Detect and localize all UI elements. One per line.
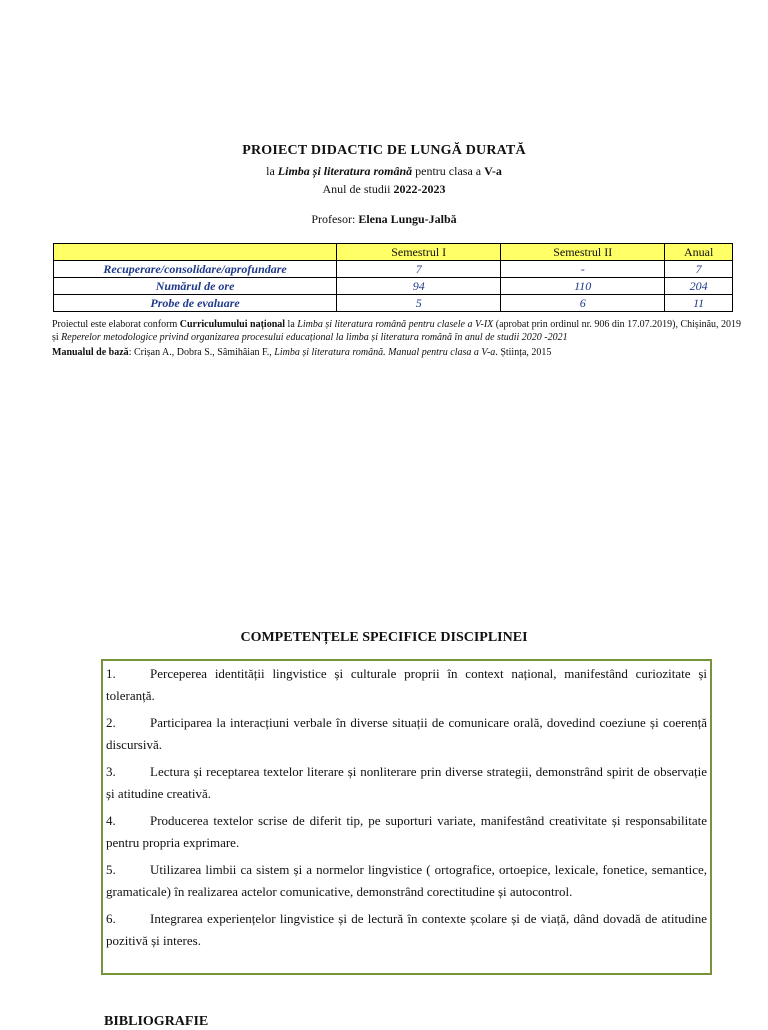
grade: V-a <box>484 164 502 178</box>
textbook-note <box>52 346 742 359</box>
subject-suffix: pentru clasa a <box>412 164 485 178</box>
competence-item <box>106 859 707 903</box>
table-header-row <box>54 244 733 261</box>
note-text: Proiectul este elaborat conform <box>52 319 180 330</box>
competence-text: Utilizarea limbii ca sistem și a normelor lingvistice ( ortografice, ortoepice, lexicale, fonetice, semantice, gramaticale) în realizarea actelor comunicative, demonstrând corectitudine și autocontrol. <box>106 862 707 899</box>
row-label: Recuperare/consolidare/aprofundare <box>54 261 337 278</box>
note-italic: Limba și literatura română. Manual pentru clasa a V-a <box>274 347 496 358</box>
note-text: : Crișan A., Dobra S., Sâmihăian F., <box>128 347 275 358</box>
note-text: la <box>285 319 298 330</box>
competences-heading: COMPETENȚELE SPECIFICE DISCIPLINEI <box>240 630 528 645</box>
table-cell: 5 <box>337 295 501 312</box>
note-text: . Știința, 2015 <box>495 347 552 358</box>
competence-text: Integrarea experiențelor lingvistice și de lectură în contexte școlare și de viață, dând dovadă de atitudine pozitivă și interes. <box>106 911 707 948</box>
table-header-cell: Semestrul II <box>501 244 665 261</box>
table-cell: 11 <box>665 295 733 312</box>
bibliography-heading: BIBLIOGRAFIE <box>104 1014 209 1029</box>
table-row <box>54 295 733 312</box>
teacher-line <box>0 212 768 227</box>
table-cell: 7 <box>665 261 733 278</box>
year-prefix: Anul de studii <box>322 182 394 196</box>
table-header-cell: Anual <box>665 244 733 261</box>
table-cell: 7 <box>337 261 501 278</box>
table-header-cell: Semestrul I <box>337 244 501 261</box>
competence-number: 4. <box>106 813 116 828</box>
competence-text: Producerea textelor scrise de diferit tip, pe suporturi variate, manifestând creativitate și responsabilitate pentru propria exprimare. <box>106 813 707 850</box>
competence-text: Participarea la interacțiuni verbale în diverse situații de comunicare orală, dovedind coeziune și coerență discursivă. <box>106 715 707 752</box>
row-label: Probe de evaluare <box>54 295 337 312</box>
subject-line <box>0 164 768 179</box>
table-cell: 94 <box>337 278 501 295</box>
competence-number: 6. <box>106 911 116 926</box>
note-bold: Manualul de bază <box>52 347 129 358</box>
competence-item <box>106 761 707 805</box>
competence-item <box>106 663 707 707</box>
table-cell: - <box>501 261 665 278</box>
note-italic: Reperelor metodologice privind organizarea procesului educațional la limba și literatura română în anul de studii 2020 -2021 <box>61 332 568 343</box>
competence-item <box>106 712 707 756</box>
competence-number: 5. <box>106 862 116 877</box>
hours-table <box>53 243 733 312</box>
competence-number: 1. <box>106 666 116 681</box>
subject-prefix: la <box>266 164 278 178</box>
curriculum-note <box>52 318 742 344</box>
row-label: Numărul de ore <box>54 278 337 295</box>
table-cell: 110 <box>501 278 665 295</box>
competence-number: 2. <box>106 715 116 730</box>
competence-number: 3. <box>106 764 116 779</box>
year-line <box>0 182 768 197</box>
table-row <box>54 278 733 295</box>
school-year: 2022-2023 <box>393 182 446 196</box>
competence-text: Perceperea identității lingvistice și culturale proprii în context național, manifestând curiozitate și toleranță. <box>106 666 707 703</box>
table-header-cell <box>54 244 337 261</box>
teacher-prefix: Profesor: <box>311 212 359 226</box>
subject-name: Limba și literatura română <box>277 164 413 178</box>
table-cell: 204 <box>665 278 733 295</box>
competences-box <box>101 659 712 975</box>
competence-text: Lectura și receptarea textelor literare și nonliterare prin diverse strategii, demonstrând spirit de observație și atitudine creativă. <box>106 764 707 801</box>
table-cell: 6 <box>501 295 665 312</box>
note-bold: Curriculumului național <box>179 319 286 330</box>
document-title: PROIECT DIDACTIC DE LUNGĂ DURATĂ <box>242 143 526 158</box>
note-text: (aprobat prin ordinul nr. 906 din 17.07.2019), Chișinău, 2019 și <box>52 319 742 343</box>
competence-item <box>106 810 707 854</box>
note-italic: Limba și literatura română pentru clasele a V-IX <box>297 319 494 330</box>
competence-item <box>106 908 707 952</box>
table-row <box>54 261 733 278</box>
teacher-name: Elena Lungu-Jalbă <box>358 212 457 226</box>
